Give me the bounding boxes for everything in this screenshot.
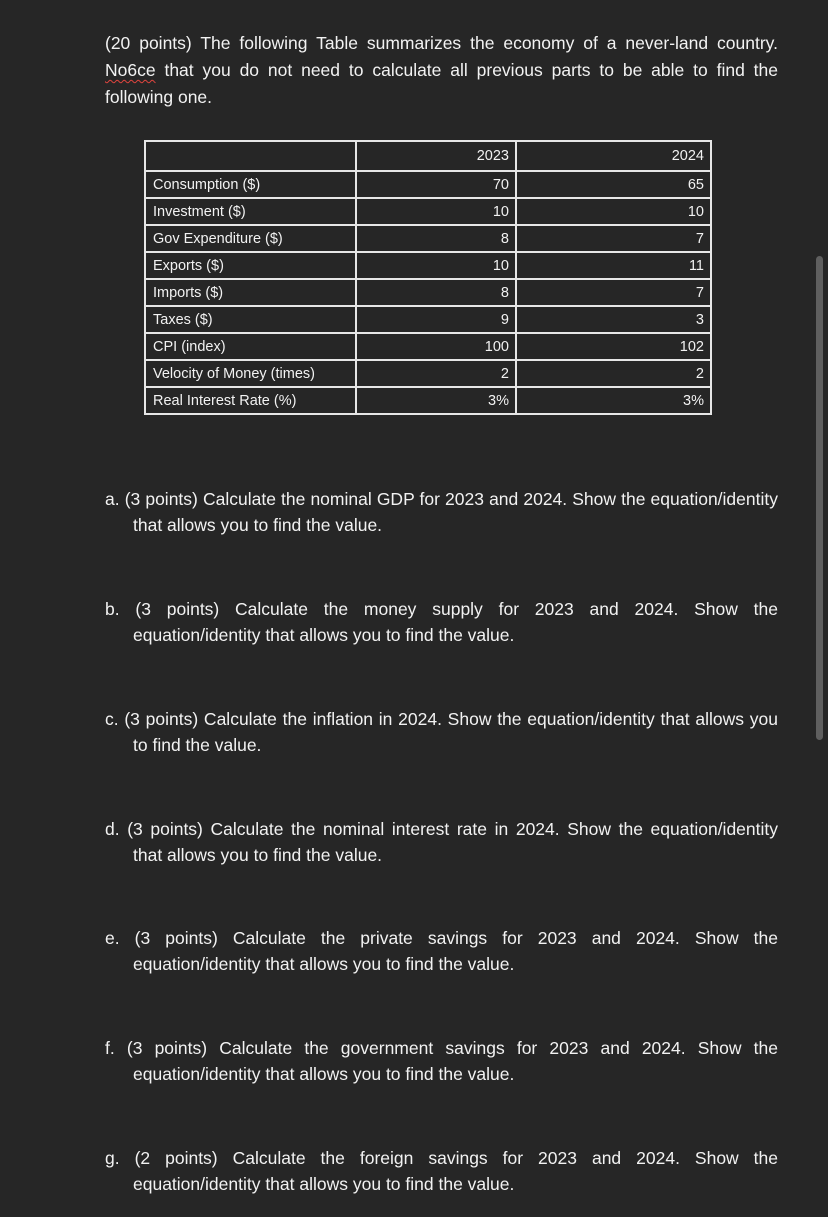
value-2023: 9 (356, 306, 516, 333)
row-label: Velocity of Money (times) (145, 360, 356, 387)
question-g: g. (2 points) Calculate the foreign savings for 2023 and 2024. Show the equation/identity that allows you to find the value. (105, 1148, 778, 1194)
table-header-row (145, 141, 711, 171)
value-2024: 7 (516, 279, 711, 306)
value-2024: 3 (516, 306, 711, 333)
value-2023: 8 (356, 225, 516, 252)
intro-text-1: (20 points) The following Table summarizes the economy of a never-land country. (105, 33, 778, 53)
economy-table (144, 140, 712, 415)
value-2024: 65 (516, 171, 711, 198)
table-row (145, 306, 711, 333)
misspelled-word[interactable]: No6ce (105, 60, 156, 80)
table-row (145, 225, 711, 252)
row-label: Real Interest Rate (%) (145, 387, 356, 414)
table-row (145, 252, 711, 279)
value-2023: 3% (356, 387, 516, 414)
header-cell-2023: 2023 (356, 141, 516, 171)
table-row (145, 360, 711, 387)
header-cell-label (145, 141, 356, 171)
question-a: a. (3 points) Calculate the nominal GDP for 2023 and 2024. Show the equation/identity that allows you to find the value. (105, 489, 778, 535)
intro-paragraph (105, 30, 778, 111)
row-label: Taxes ($) (145, 306, 356, 333)
row-label: Investment ($) (145, 198, 356, 225)
value-2023: 8 (356, 279, 516, 306)
row-label: Exports ($) (145, 252, 356, 279)
row-label: Gov Expenditure ($) (145, 225, 356, 252)
table-row (145, 333, 711, 360)
value-2023: 10 (356, 198, 516, 225)
table-row (145, 171, 711, 198)
value-2023: 10 (356, 252, 516, 279)
question-c: c. (3 points) Calculate the inflation in 2024. Show the equation/identity that allows you to find the value. (105, 709, 778, 755)
row-label: CPI (index) (145, 333, 356, 360)
value-2024: 7 (516, 225, 711, 252)
value-2024: 2 (516, 360, 711, 387)
value-2024: 10 (516, 198, 711, 225)
table-row (145, 198, 711, 225)
question-d: d. (3 points) Calculate the nominal interest rate in 2024. Show the equation/identity that allows you to find the value. (105, 819, 778, 865)
question-b: b. (3 points) Calculate the money supply for 2023 and 2024. Show the equation/identity that allows you to find the value. (105, 599, 778, 645)
value-2024: 11 (516, 252, 711, 279)
value-2023: 2 (356, 360, 516, 387)
value-2023: 100 (356, 333, 516, 360)
row-label: Imports ($) (145, 279, 356, 306)
question-e: e. (3 points) Calculate the private savings for 2023 and 2024. Show the equation/identity that allows you to find the value. (105, 928, 778, 974)
header-cell-2024: 2024 (516, 141, 711, 171)
table-row (145, 279, 711, 306)
value-2023: 70 (356, 171, 516, 198)
table-row (145, 387, 711, 414)
document-body (105, 30, 778, 111)
question-f: f. (3 points) Calculate the government savings for 2023 and 2024. Show the equation/identity that allows you to find the value. (105, 1038, 778, 1084)
value-2024: 102 (516, 333, 711, 360)
vertical-scrollbar[interactable] (816, 256, 823, 740)
intro-text-2: that you do not need to calculate all previous parts to be able to find the following one. (105, 60, 778, 107)
value-2024: 3% (516, 387, 711, 414)
row-label: Consumption ($) (145, 171, 356, 198)
